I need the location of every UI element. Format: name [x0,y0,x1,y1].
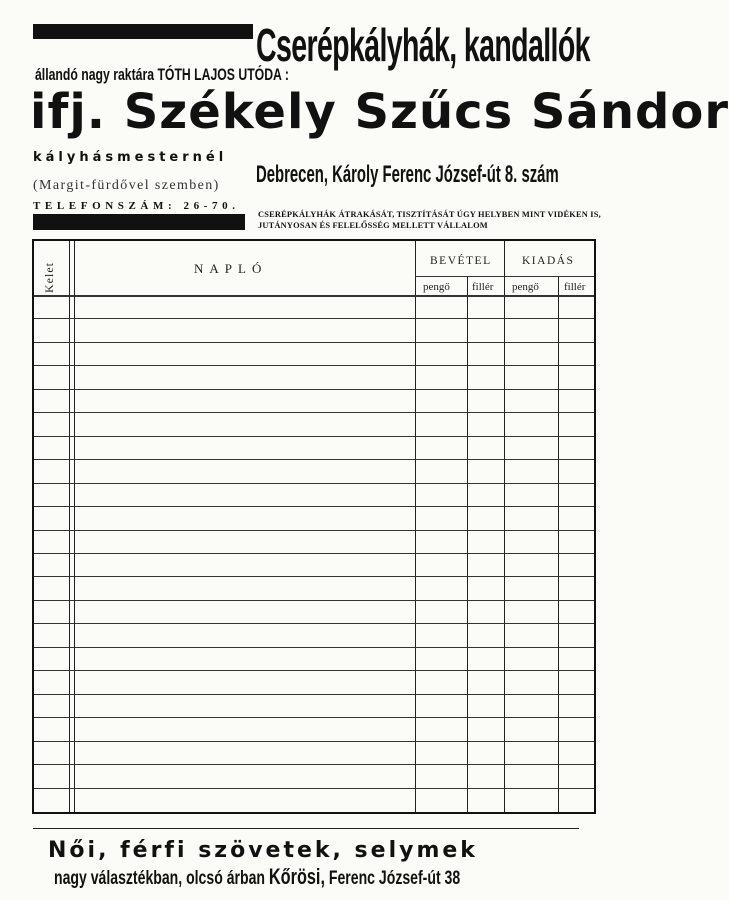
column-header-expense: KIADÁS [522,255,575,267]
ledger-row-line [34,788,594,789]
footer-ad-line-end: Ferenc József-út 38 [328,868,461,889]
footer-ad-shop-name: Kőrösi, [268,864,325,889]
ledger-row-line [34,576,594,577]
header-rule [415,276,594,277]
decorative-top-bar [33,24,253,39]
ledger-table [32,239,596,814]
ledger-row-line [34,436,594,437]
decorative-mid-bar [33,214,245,230]
ad-headline: Cserépkályhák, kandallók [256,19,590,71]
ledger-row-line [34,318,594,319]
header-rule [34,295,594,297]
column-divider [69,241,70,812]
ledger-row-line [34,741,594,742]
divider-rule [33,828,579,829]
ledger-row-line [34,412,594,413]
column-divider [504,241,505,812]
master-line: kályhásmesternél [33,150,228,165]
column-divider [415,241,416,812]
ledger-row-line [34,506,594,507]
column-divider [74,241,75,812]
ledger-row-line [34,342,594,343]
ledger-row-line [34,694,594,695]
footer-ad-line [54,866,460,888]
ledger-row-line [34,459,594,460]
ledger-row-line [34,647,594,648]
ledger-row-line [34,483,594,484]
ledger-row-line [34,670,594,671]
ledger-row-line [34,365,594,366]
address-line: Debrecen, Károly Ferenc József-út 8. szám [256,161,559,188]
ledger-row-line [34,553,594,554]
column-header-journal: NAPLÓ [194,261,268,276]
service-note: CSERÉPKÁLYHÁK ÁTRAKÁSÁT, TISZTÍTÁSÁT ÚGY HELYBEN MINT VIDÉKEN IS, JUTÁNYOSAN ÉS FELELŐSSÉG MELLETT VÁLLALOM [258,210,601,230]
ledger-row-line [34,623,594,624]
footer-ad-line-start: nagy választékban, olcsó árban [54,868,265,889]
subheader-expense-pengo: pengő [512,281,539,293]
column-header-income: BEVÉTEL [430,255,492,267]
ledger-row-line [34,530,594,531]
column-divider [558,276,559,812]
ledger-row-line [34,764,594,765]
column-header-date: Kelet [42,262,56,293]
subheader-income-filler: fillér [472,281,494,293]
subheader-expense-filler: fillér [564,281,586,293]
subheader-income-pengo: pengő [423,281,450,293]
phone-number: TELEFONSZÁM: 26-70. [33,200,240,212]
landmark-note: (Margit-fürdővel szemben) [33,178,220,193]
owner-name: ifj. Székely Szűcs Sándor [30,84,729,140]
column-divider [467,276,468,812]
stock-line: állandó nagy raktára TÓTH LAJOS UTÓDA : [35,65,289,84]
footer-ad-headline: Női, férfi szövetek, selymek [48,838,478,863]
ledger-row-line [34,717,594,718]
ledger-row-line [34,600,594,601]
ledger-row-line [34,389,594,390]
